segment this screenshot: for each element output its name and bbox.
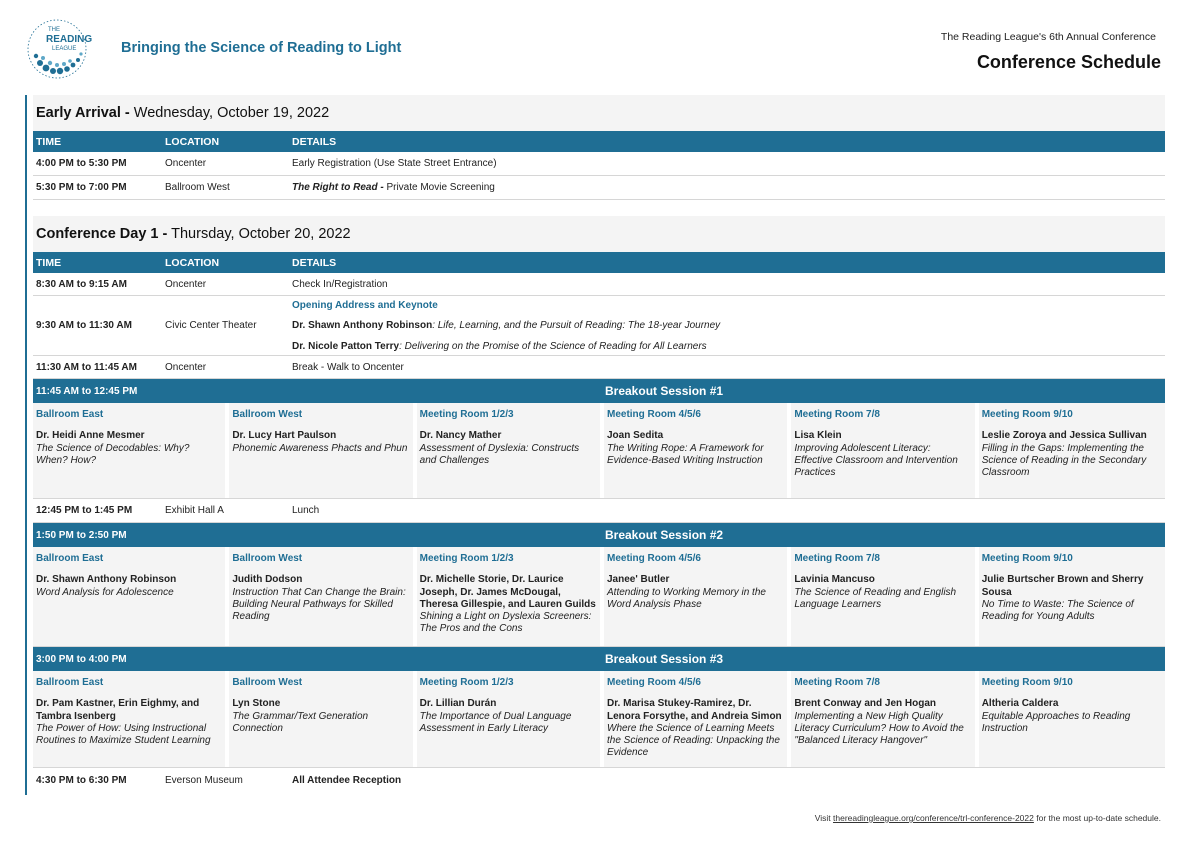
section-title-day-1 xyxy=(33,216,1165,252)
keynote-talk: : Life, Learning, and the Pursuit of Reading: The 18-year Journey xyxy=(432,320,721,331)
room-card xyxy=(979,671,1165,767)
breakout-time: 11:45 AM to 12:45 PM xyxy=(36,385,138,397)
room-name: Ballroom East xyxy=(36,553,104,564)
row-details: Early Registration (Use State Street Entrance) xyxy=(292,158,497,169)
keynote-heading: Opening Address and Keynote xyxy=(292,299,438,311)
logo-league: LEAGUE xyxy=(52,46,77,52)
breakout-rooms xyxy=(33,547,1165,647)
table-row xyxy=(33,768,1165,792)
room-card xyxy=(979,403,1165,498)
speaker-name: Lyn Stone xyxy=(232,698,281,710)
left-accent-rule xyxy=(25,95,27,795)
room-name: Ballroom East xyxy=(36,677,104,688)
row-location: Oncenter xyxy=(165,361,207,373)
talk-title: No Time to Waste: The Science of Reading for Young Adults xyxy=(981,598,1134,623)
room-name: Meeting Room 1/2/3 xyxy=(419,553,514,564)
table-row xyxy=(33,176,1165,200)
room-name: Meeting Room 1/2/3 xyxy=(419,677,514,688)
speaker-name: Janee' Butler xyxy=(607,574,670,586)
column-location: LOCATION xyxy=(165,256,220,269)
breakout-title: Breakout Session #1 xyxy=(605,384,724,398)
room-card xyxy=(33,671,225,767)
breakout-rooms xyxy=(33,403,1165,499)
column-header xyxy=(33,252,1165,273)
room-card xyxy=(417,547,600,646)
movie-desc: Private Movie Screening xyxy=(386,182,495,193)
room-name: Ballroom West xyxy=(232,409,303,420)
row-location: Oncenter xyxy=(165,278,207,290)
speaker-name: Dr. Pam Kastner, Erin Eighmy, and Tambra Isenberg xyxy=(36,698,200,722)
room-card xyxy=(604,403,787,498)
breakout-time: 1:50 PM to 2:50 PM xyxy=(36,529,127,541)
speaker-name: Dr. Shawn Anthony Robinson xyxy=(36,574,177,586)
row-time: 11:30 AM to 11:45 AM xyxy=(36,361,137,373)
reading-league-logo xyxy=(26,18,93,80)
conference-name: The Reading League's 6th Annual Conference xyxy=(940,31,1156,43)
breakout-rooms xyxy=(33,671,1165,768)
room-name: Meeting Room 1/2/3 xyxy=(419,409,514,420)
table-row xyxy=(33,152,1165,176)
row-time: 9:30 AM to 11:30 AM xyxy=(36,320,132,331)
row-location: Exhibit Hall A xyxy=(165,505,224,516)
talk-title: The Science of Decodables: Why? When? How? xyxy=(36,442,190,466)
room-name: Ballroom East xyxy=(36,409,104,420)
talk-title: The Importance of Dual Language Assessment in Early Literacy xyxy=(419,710,572,734)
breakout-title: Breakout Session #2 xyxy=(605,528,724,542)
table-row-keynote xyxy=(33,296,1165,356)
room-name: Ballroom West xyxy=(232,553,303,564)
talk-title: The Power of How: Using Instructional Routines to Maximize Student Learning xyxy=(36,722,211,747)
speaker-name: Dr. Michelle Storie, Dr. Laurice Joseph, Dr. James McDougal, Theresa Gillespie, and Lauren Guilds xyxy=(419,574,596,610)
speaker-name: Dr. Heidi Anne Mesmer xyxy=(36,430,145,442)
breakout-header xyxy=(33,379,1165,403)
logo-the: THE xyxy=(48,27,60,33)
section-title-date: Thursday, October 20, 2022 xyxy=(171,226,351,242)
speaker-name: Dr. Lucy Hart Paulson xyxy=(232,430,337,442)
row-details: Lunch xyxy=(292,505,320,516)
room-name: Meeting Room 4/5/6 xyxy=(607,409,701,420)
column-time: TIME xyxy=(36,135,62,148)
table-row xyxy=(33,356,1165,379)
row-time: 4:30 PM to 6:30 PM xyxy=(36,774,127,786)
talk-title: Shining a Light on Dyslexia Screeners: The Pros and the Cons xyxy=(419,611,592,635)
breakout-header xyxy=(33,647,1165,671)
row-time: 8:30 AM to 9:15 AM xyxy=(36,278,127,290)
schedule-content xyxy=(33,95,1165,792)
room-card xyxy=(229,403,412,498)
talk-title: The Writing Rope: A Framework for Evidence-Based Writing Instruction xyxy=(607,442,764,466)
talk-title: Instruction That Can Change the Brain: Building Neural Pathways for Skilled Reading xyxy=(232,586,406,623)
column-location: LOCATION xyxy=(165,135,220,148)
row-time: 5:30 PM to 7:00 PM xyxy=(36,182,127,193)
footer-note xyxy=(815,813,1161,823)
logo-reading: READING xyxy=(46,34,93,45)
speaker-name: Joan Sedita xyxy=(607,430,664,442)
section-title-date: Wednesday, October 19, 2022 xyxy=(133,105,330,121)
speaker-name: Dr. Nancy Mather xyxy=(419,430,502,442)
footer-prefix: Visit xyxy=(814,813,831,823)
column-details: DETAILS xyxy=(292,135,337,148)
room-card xyxy=(417,403,600,498)
room-card xyxy=(791,403,974,498)
talk-title: Filling in the Gaps: Implementing the Science of Reading in the Secondary Classroom xyxy=(981,442,1147,479)
row-details: Break - Walk to Oncenter xyxy=(292,361,404,373)
column-time: TIME xyxy=(36,256,62,269)
speaker-name: Judith Dodson xyxy=(232,574,303,586)
keynote-line-2 xyxy=(292,341,1165,352)
talk-title: Assessment of Dyslexia: Constructs and Challenges xyxy=(419,442,580,466)
row-location: Oncenter xyxy=(165,158,207,169)
talk-title: Equitable Approaches to Reading Instruction xyxy=(981,710,1131,734)
breakout-title: Breakout Session #3 xyxy=(605,652,724,666)
room-card xyxy=(604,671,787,767)
room-name: Meeting Room 7/8 xyxy=(794,409,880,420)
page-title: Conference Schedule xyxy=(976,52,1161,72)
keynote-speaker: Dr. Nicole Patton Terry xyxy=(292,340,400,352)
keynote-speaker: Dr. Shawn Anthony Robinson xyxy=(292,320,433,331)
talk-title: Attending to Working Memory in the Word Analysis Phase xyxy=(607,586,766,610)
row-details: Check In/Registration xyxy=(292,278,388,290)
speaker-name: Lavinia Mancuso xyxy=(794,574,875,586)
room-name: Ballroom West xyxy=(232,677,303,688)
room-card xyxy=(229,671,412,767)
section-title-early-arrival xyxy=(33,95,1165,131)
row-location: Civic Center Theater xyxy=(165,320,257,331)
table-row xyxy=(33,273,1165,296)
talk-title: Implementing a New High Quality Literacy Curriculum? How to Avoid the "Balanced Literacy Hangover" xyxy=(794,710,964,747)
room-name: Meeting Room 4/5/6 xyxy=(607,677,701,688)
speaker-name: Lisa Klein xyxy=(794,430,842,442)
speaker-name: Dr. Lillian Durán xyxy=(419,698,497,710)
section-title-bold: Early Arrival - xyxy=(36,105,130,121)
room-name: Meeting Room 9/10 xyxy=(981,553,1073,564)
talk-title: The Science of Reading and English Language Learners xyxy=(794,586,957,610)
row-details xyxy=(292,182,1165,193)
column-header xyxy=(33,131,1165,152)
tagline: Bringing the Science of Reading to Light xyxy=(121,40,402,56)
breakout-header xyxy=(33,523,1165,547)
row-location: Everson Museum xyxy=(165,774,243,786)
speaker-name: Leslie Zoroya and Jessica Sullivan xyxy=(981,430,1147,442)
keynote-line-1 xyxy=(292,320,1165,331)
speaker-name: Brent Conway and Jen Hogan xyxy=(794,698,937,710)
row-time: 12:45 PM to 1:45 PM xyxy=(36,505,133,516)
keynote-talk: : Delivering on the Promise of the Science of Reading for All Learners xyxy=(399,340,707,352)
speaker-name: Altheria Caldera xyxy=(981,698,1059,710)
speaker-name: Julie Burtscher Brown and Sherry Sousa xyxy=(981,574,1144,598)
room-card xyxy=(791,547,974,646)
room-card xyxy=(229,547,412,646)
talk-title: Where the Science of Learning Meets the Science of Reading: Unpacking the Evidence xyxy=(607,722,780,759)
room-name: Meeting Room 7/8 xyxy=(794,553,880,564)
talk-title: Word Analysis for Adolescence xyxy=(36,586,174,598)
room-name: Meeting Room 7/8 xyxy=(794,677,880,688)
table-row xyxy=(33,499,1165,523)
talk-title: The Grammar/Text Generation Connection xyxy=(232,710,369,734)
row-location: Ballroom West xyxy=(165,182,230,193)
breakout-time: 3:00 PM to 4:00 PM xyxy=(36,653,127,665)
row-details: All Attendee Reception xyxy=(292,774,402,786)
footer-suffix: for the most up-to-date schedule. xyxy=(1036,813,1161,823)
column-details: DETAILS xyxy=(292,256,337,269)
section-title-bold: Conference Day 1 - xyxy=(36,226,168,242)
room-card xyxy=(33,403,225,498)
speaker-name: Dr. Marisa Stukey-Ramirez, Dr. Lenora Forsythe, and Andreia Simon xyxy=(607,698,782,722)
row-details xyxy=(292,300,1165,352)
movie-title: The Right to Read - xyxy=(292,182,384,193)
row-time: 4:00 PM to 5:30 PM xyxy=(36,158,127,169)
room-card xyxy=(33,547,225,646)
room-card xyxy=(417,671,600,767)
schedule-link[interactable]: thereadingleague.org/conference/trl-conference-2022 xyxy=(833,813,1034,823)
room-card xyxy=(979,547,1165,646)
room-card xyxy=(604,547,787,646)
room-name: Meeting Room 4/5/6 xyxy=(607,553,701,564)
talk-title: Phonemic Awareness Phacts and Phun xyxy=(232,442,408,454)
room-name: Meeting Room 9/10 xyxy=(981,409,1073,420)
talk-title: Improving Adolescent Literacy: Effective Classroom and Intervention Practices xyxy=(794,442,958,479)
room-card xyxy=(791,671,974,767)
room-name: Meeting Room 9/10 xyxy=(981,677,1073,688)
